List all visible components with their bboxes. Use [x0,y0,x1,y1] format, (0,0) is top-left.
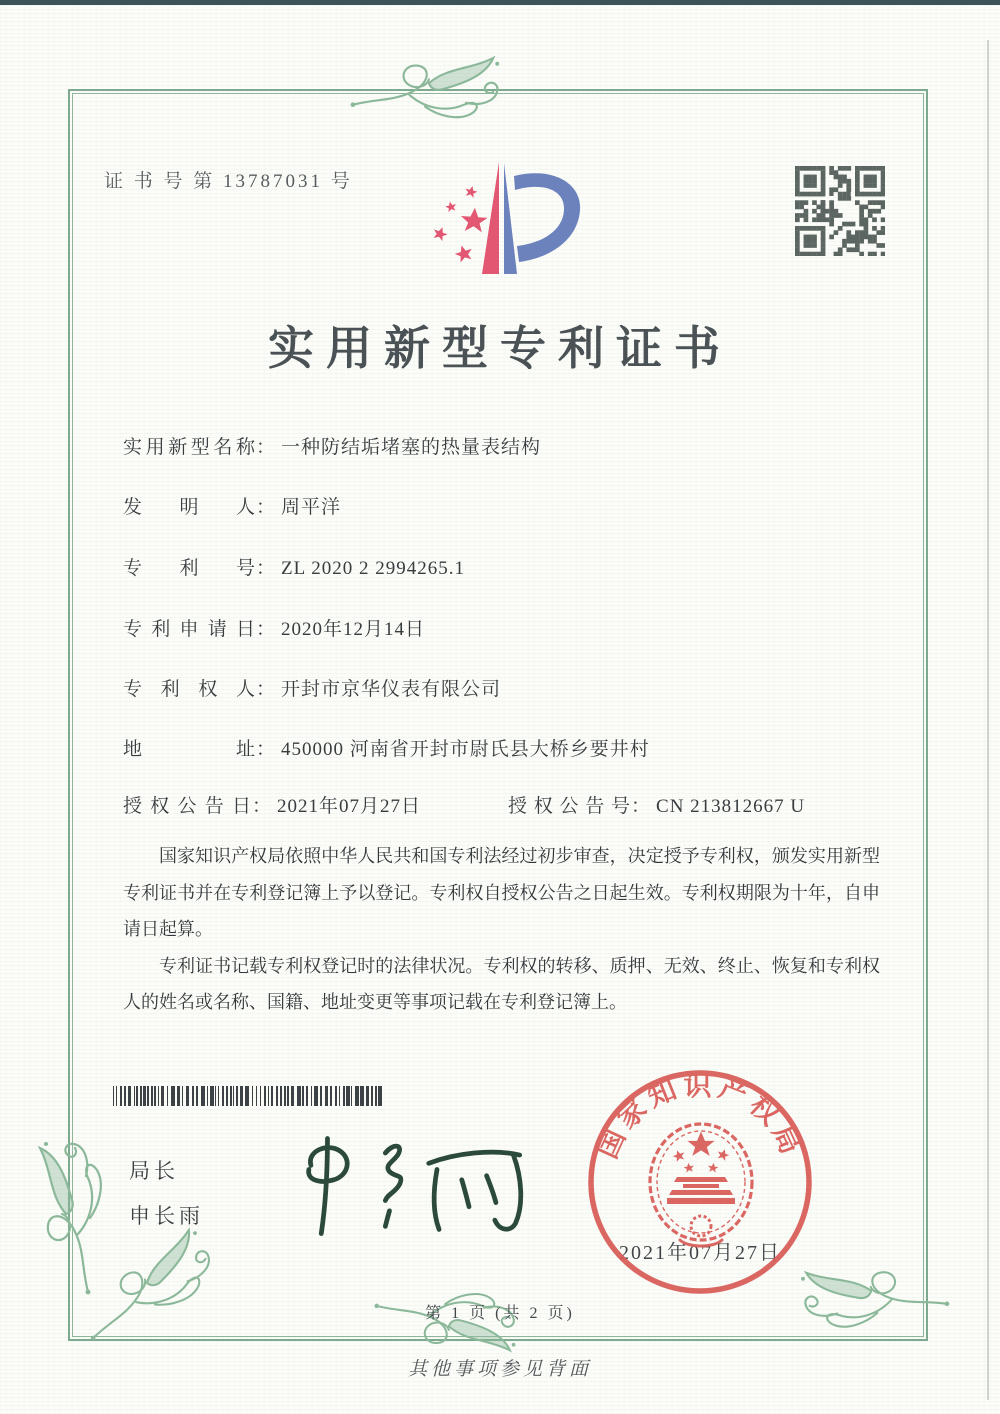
seal-ring-text: 国家知识产权局 [592,1070,808,1164]
field-grant-number: 授权公告号： CN 213812667 U [508,791,805,818]
national-emblem-icon [650,1124,752,1246]
field-value: 一种防结垢堵塞的热量表结构 [281,437,542,458]
page-number: 第 1 页 (共 2 页) [425,1305,575,1322]
field-utility-model-name: 实用新型名称： 一种防结垢堵塞的热量表结构 [123,432,903,459]
director-signature [282,1126,530,1244]
certificate-title: 实用新型专利证书 [268,323,732,374]
field-value: 周平洋 [281,497,342,518]
field-label: 授权公告日 [123,796,251,817]
field-label: 专利申请日 [123,619,255,640]
signer-name: 申长雨 [129,1205,204,1228]
field-label: 专利号 [123,558,255,579]
field-label: 实用新型名称 [123,437,255,458]
seal-date: 2021年07月27日 [619,1242,781,1264]
footer-note: 其他事项参见背面 [407,1359,592,1380]
field-value: 2021年07月27日 [277,796,422,817]
field-label: 授权公告号 [508,796,630,817]
official-seal [584,1068,816,1300]
field-value: 2020年12月14日 [281,619,426,640]
field-label: 专利权人 [123,679,255,700]
field-application-date: 专利申请日： 2020年12月14日 [123,614,903,641]
field-grant-row: 授权公告日： 2021年07月27日 授权公告号： CN 213812667 U [123,791,903,818]
field-value: ZL 2020 2 2994265.1 [281,558,466,579]
field-value: 450000 河南省开封市尉氏县大桥乡要井村 [281,739,650,760]
border-ornament-top-icon [348,54,506,132]
qr-code [795,166,885,256]
field-address: 地址： 450000 河南省开封市尉氏县大桥乡要井村 [123,734,903,761]
signer-title: 局长 [129,1160,179,1183]
field-inventor: 发明人： 周平洋 [123,492,903,519]
legal-paragraph-2: 专利证书记载专利权登记时的法律状况。专利权的转移、质押、无效、终止、恢复和专利权人的姓名或名称、国籍、地址变更等事项记载在专利登记簿上。 [123,955,880,1012]
scan-top-edge [0,0,1000,5]
field-value: CN 213812667 U [656,796,806,817]
cnipa-patent-logo-icon [416,150,591,300]
field-label: 地址 [123,739,255,760]
legal-text [123,838,880,1021]
legal-paragraph-1: 国家知识产权局依照中华人民共和国专利法经过初步审查，决定授予专利权，颁发实用新型专利证书并在专利登记簿上予以登记。专利权自授权公告之日起生效。专利权期限为十年，自申请日起算。 [123,846,880,939]
certificate-number: 证 书 号 第 13787031 号 [104,171,353,192]
field-label: 发明人 [123,497,255,518]
barcode [113,1086,385,1106]
field-value: 开封市京华仪表有限公司 [281,679,502,700]
field-patentee: 专利权人： 开封市京华仪表有限公司 [123,674,903,701]
field-patent-number: 专利号： ZL 2020 2 2994265.1 [123,553,903,580]
scan-right-edge [987,40,989,1400]
